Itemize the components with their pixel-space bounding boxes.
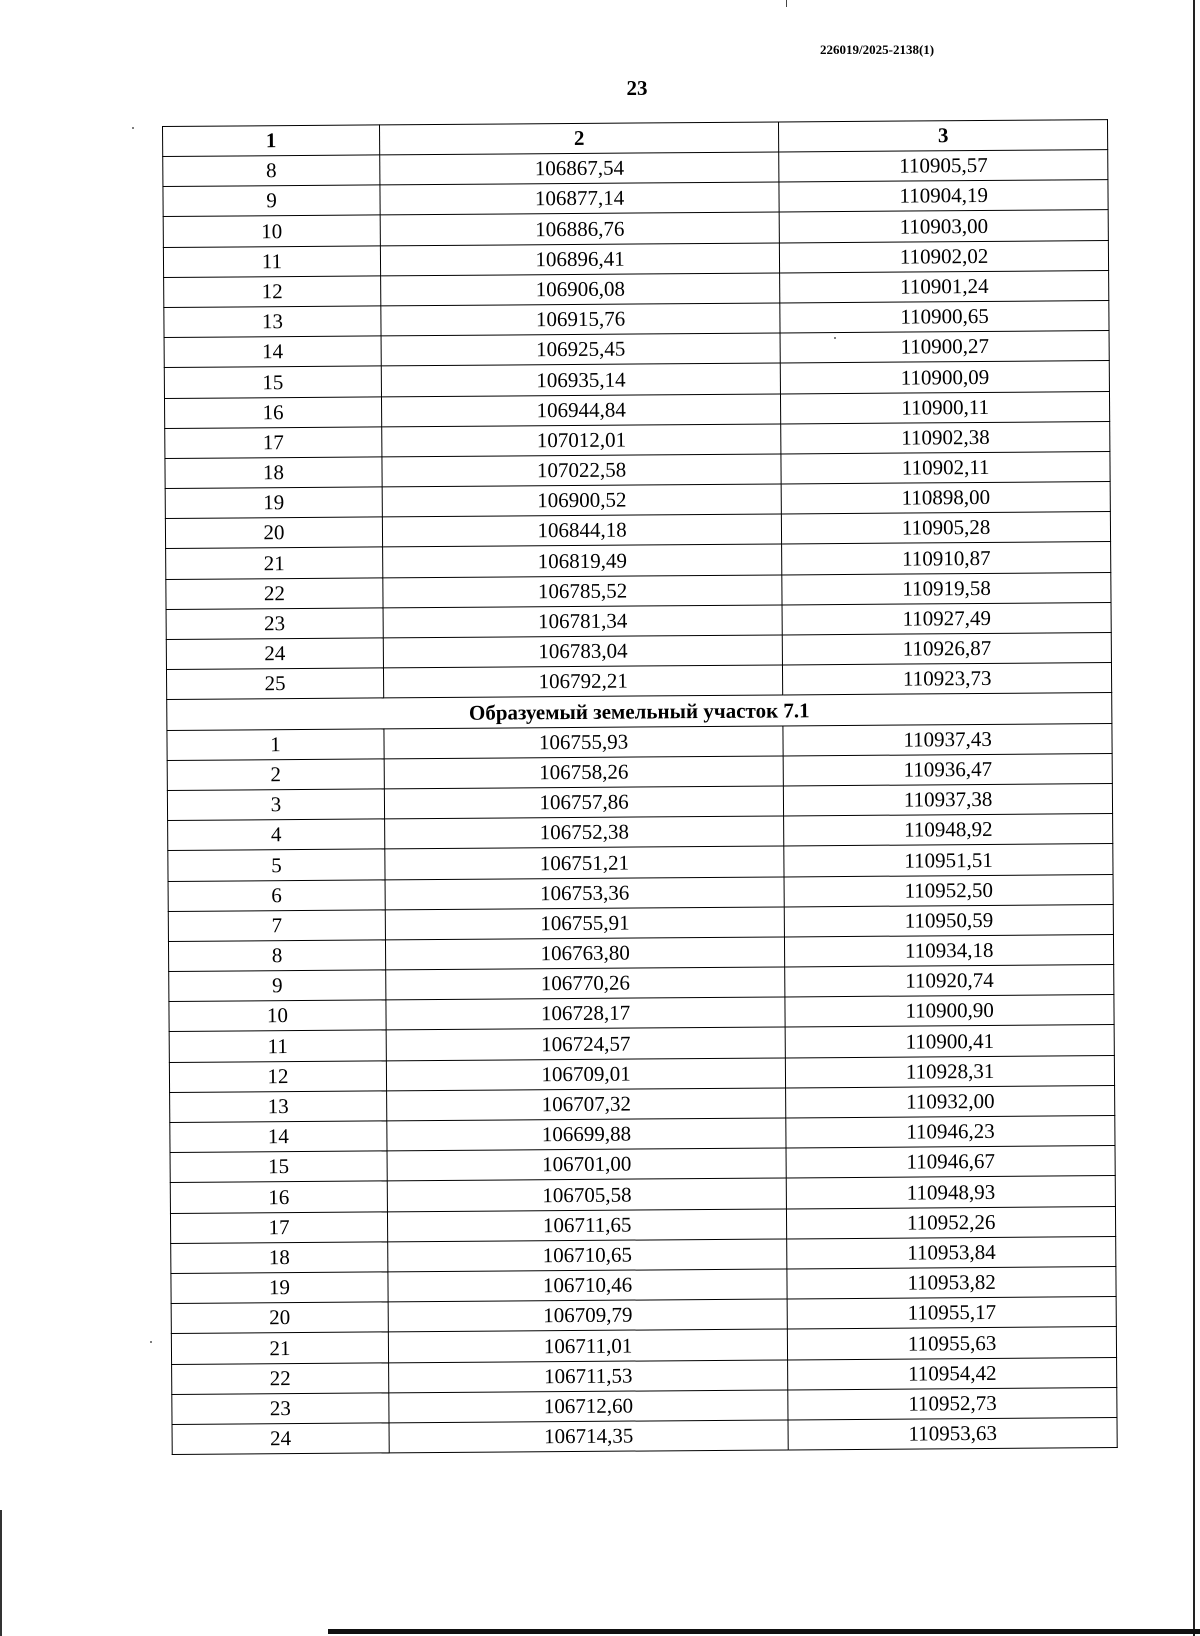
point-number-cell: 1 xyxy=(167,728,384,760)
x-coordinate-cell: 106867,54 xyxy=(380,152,780,185)
point-number-cell: 17 xyxy=(165,427,382,459)
point-number-cell: 10 xyxy=(163,215,380,247)
point-number-cell: 17 xyxy=(170,1211,387,1243)
y-coordinate-cell: 110946,67 xyxy=(786,1146,1115,1179)
x-coordinate-cell: 106896,41 xyxy=(380,243,780,276)
x-coordinate-cell: 106711,53 xyxy=(389,1359,789,1392)
y-coordinate-cell: 110952,50 xyxy=(784,874,1113,907)
point-number-cell: 12 xyxy=(169,1061,386,1093)
y-coordinate-cell: 110937,38 xyxy=(784,783,1113,816)
point-number-cell: 19 xyxy=(165,487,382,519)
x-coordinate-cell: 106944,84 xyxy=(381,393,781,426)
x-coordinate-cell: 106792,21 xyxy=(383,665,783,698)
y-coordinate-cell: 110953,63 xyxy=(788,1417,1117,1450)
header-col-2: 2 xyxy=(379,122,779,155)
point-number-cell: 20 xyxy=(171,1302,388,1334)
x-coordinate-cell: 106886,76 xyxy=(380,212,780,245)
x-coordinate-cell: 106751,21 xyxy=(385,846,785,879)
x-coordinate-cell: 106709,01 xyxy=(386,1058,786,1091)
x-coordinate-cell: 106906,08 xyxy=(381,273,781,306)
x-coordinate-cell: 106770,26 xyxy=(386,967,786,1000)
point-number-cell: 21 xyxy=(171,1332,388,1364)
point-number-cell: 8 xyxy=(168,940,385,972)
y-coordinate-cell: 110910,87 xyxy=(782,542,1111,575)
point-number-cell: 9 xyxy=(169,970,386,1002)
x-coordinate-cell: 106900,52 xyxy=(382,484,782,517)
point-number-cell: 14 xyxy=(170,1121,387,1153)
scan-speck xyxy=(150,1341,152,1343)
y-coordinate-cell: 110932,00 xyxy=(786,1085,1115,1118)
y-coordinate-cell: 110919,58 xyxy=(782,572,1111,605)
y-coordinate-cell: 110898,00 xyxy=(781,482,1110,515)
y-coordinate-cell: 110950,59 xyxy=(785,904,1114,937)
point-number-cell: 15 xyxy=(170,1151,387,1183)
y-coordinate-cell: 110954,42 xyxy=(788,1357,1117,1390)
point-number-cell: 13 xyxy=(170,1091,387,1123)
x-coordinate-cell: 106781,34 xyxy=(383,605,783,638)
y-coordinate-cell: 110901,24 xyxy=(780,270,1109,303)
x-coordinate-cell: 106757,86 xyxy=(384,786,784,819)
y-coordinate-cell: 110953,84 xyxy=(787,1236,1116,1269)
table-row xyxy=(172,1417,1117,1454)
x-coordinate-cell: 106752,38 xyxy=(385,816,785,849)
x-coordinate-cell: 106707,32 xyxy=(387,1088,787,1121)
point-number-cell: 24 xyxy=(172,1423,389,1455)
x-coordinate-cell: 107012,01 xyxy=(382,424,782,457)
point-number-cell: 23 xyxy=(166,608,383,640)
y-coordinate-cell: 110936,47 xyxy=(783,753,1112,786)
y-coordinate-cell: 110900,41 xyxy=(785,1025,1114,1058)
x-coordinate-cell: 106755,91 xyxy=(385,907,785,940)
scan-speck xyxy=(132,127,134,129)
point-number-cell: 15 xyxy=(164,366,381,398)
y-coordinate-cell: 110900,65 xyxy=(780,301,1109,334)
x-coordinate-cell: 106935,14 xyxy=(381,363,781,396)
x-coordinate-cell: 106709,79 xyxy=(388,1299,788,1332)
x-coordinate-cell: 106755,93 xyxy=(384,726,784,759)
section-title: Образуемый земельный участок 7.1 xyxy=(167,693,1112,730)
point-number-cell: 22 xyxy=(166,578,383,610)
x-coordinate-cell: 106724,57 xyxy=(386,1027,786,1060)
page-number: 23 xyxy=(626,76,648,100)
x-coordinate-cell: 106714,35 xyxy=(389,1420,789,1453)
x-coordinate-cell: 106710,65 xyxy=(388,1239,788,1272)
point-number-cell: 20 xyxy=(165,517,382,549)
scan-bottom-bar xyxy=(328,1629,1200,1634)
y-coordinate-cell: 110937,43 xyxy=(783,723,1112,756)
x-coordinate-cell: 106699,88 xyxy=(387,1118,787,1151)
point-number-cell: 18 xyxy=(171,1242,388,1274)
point-number-cell: 25 xyxy=(166,668,383,700)
scan-left-edge xyxy=(0,1510,2,1636)
y-coordinate-cell: 110928,31 xyxy=(786,1055,1115,1088)
y-coordinate-cell: 110902,02 xyxy=(780,240,1109,273)
scan-artifact-top-tick xyxy=(786,0,787,7)
scan-right-edge xyxy=(1193,0,1200,1636)
y-coordinate-cell: 110926,87 xyxy=(783,633,1112,666)
point-number-cell: 11 xyxy=(163,245,380,277)
x-coordinate-cell: 106844,18 xyxy=(382,514,782,547)
point-number-cell: 18 xyxy=(165,457,382,489)
x-coordinate-cell: 106705,58 xyxy=(387,1178,787,1211)
document-number: 226019/2025-2138(1) xyxy=(820,42,935,57)
y-coordinate-cell: 110905,57 xyxy=(779,150,1108,183)
y-coordinate-cell: 110904,19 xyxy=(779,180,1108,213)
y-coordinate-cell: 110902,38 xyxy=(781,421,1110,454)
y-coordinate-cell: 110920,74 xyxy=(785,965,1114,998)
x-coordinate-cell: 106785,52 xyxy=(383,575,783,608)
point-number-cell: 13 xyxy=(164,306,381,338)
point-number-cell: 6 xyxy=(168,879,385,911)
x-coordinate-cell: 106711,01 xyxy=(388,1329,788,1362)
point-number-cell: 16 xyxy=(164,396,381,428)
point-number-cell: 10 xyxy=(169,1000,386,1032)
y-coordinate-cell: 110934,18 xyxy=(785,934,1114,967)
point-number-cell: 22 xyxy=(172,1362,389,1394)
header-col-1: 1 xyxy=(163,125,380,157)
point-number-cell: 5 xyxy=(168,849,385,881)
y-coordinate-cell: 110955,17 xyxy=(787,1297,1116,1330)
x-coordinate-cell: 106915,76 xyxy=(381,303,781,336)
coordinates-table xyxy=(162,119,1118,1455)
point-number-cell: 21 xyxy=(166,547,383,579)
x-coordinate-cell: 106877,14 xyxy=(380,182,780,215)
y-coordinate-cell: 110903,00 xyxy=(779,210,1108,243)
point-number-cell: 16 xyxy=(170,1181,387,1213)
y-coordinate-cell: 110951,51 xyxy=(784,844,1113,877)
y-coordinate-cell: 110900,11 xyxy=(781,391,1110,424)
x-coordinate-cell: 107022,58 xyxy=(382,454,782,487)
y-coordinate-cell: 110948,93 xyxy=(786,1176,1115,1209)
y-coordinate-cell: 110953,82 xyxy=(787,1266,1116,1299)
scan-speck xyxy=(834,337,836,339)
y-coordinate-cell: 110946,23 xyxy=(786,1116,1115,1149)
point-number-cell: 23 xyxy=(172,1393,389,1425)
point-number-cell: 19 xyxy=(171,1272,388,1304)
x-coordinate-cell: 106711,65 xyxy=(387,1209,787,1242)
y-coordinate-cell: 110952,73 xyxy=(788,1387,1117,1420)
y-coordinate-cell: 110900,90 xyxy=(785,995,1114,1028)
x-coordinate-cell: 106758,26 xyxy=(384,756,784,789)
x-coordinate-cell: 106701,00 xyxy=(387,1148,787,1181)
x-coordinate-cell: 106783,04 xyxy=(383,635,783,668)
y-coordinate-cell: 110900,27 xyxy=(780,331,1109,364)
x-coordinate-cell: 106925,45 xyxy=(381,333,781,366)
x-coordinate-cell: 106763,80 xyxy=(385,937,785,970)
x-coordinate-cell: 106753,36 xyxy=(385,876,785,909)
point-number-cell: 14 xyxy=(164,336,381,368)
y-coordinate-cell: 110948,92 xyxy=(784,814,1113,847)
point-number-cell: 7 xyxy=(168,910,385,942)
point-number-cell: 9 xyxy=(163,185,380,217)
x-coordinate-cell: 106712,60 xyxy=(389,1390,789,1423)
y-coordinate-cell: 110927,49 xyxy=(782,602,1111,635)
y-coordinate-cell: 110905,28 xyxy=(782,512,1111,545)
header-col-3: 3 xyxy=(779,120,1108,152)
point-number-cell: 3 xyxy=(167,789,384,821)
point-number-cell: 4 xyxy=(168,819,385,851)
y-coordinate-cell: 110902,11 xyxy=(781,451,1110,484)
y-coordinate-cell: 110952,26 xyxy=(787,1206,1116,1239)
x-coordinate-cell: 106728,17 xyxy=(386,997,786,1030)
y-coordinate-cell: 110923,73 xyxy=(783,663,1112,696)
y-coordinate-cell: 110900,09 xyxy=(781,361,1110,394)
x-coordinate-cell: 106819,49 xyxy=(383,544,783,577)
y-coordinate-cell: 110955,63 xyxy=(788,1327,1117,1360)
table-body xyxy=(163,150,1117,1455)
point-number-cell: 11 xyxy=(169,1030,386,1062)
point-number-cell: 8 xyxy=(163,155,380,187)
point-number-cell: 12 xyxy=(164,276,381,308)
point-number-cell: 24 xyxy=(166,638,383,670)
x-coordinate-cell: 106710,46 xyxy=(388,1269,788,1302)
point-number-cell: 2 xyxy=(167,759,384,791)
